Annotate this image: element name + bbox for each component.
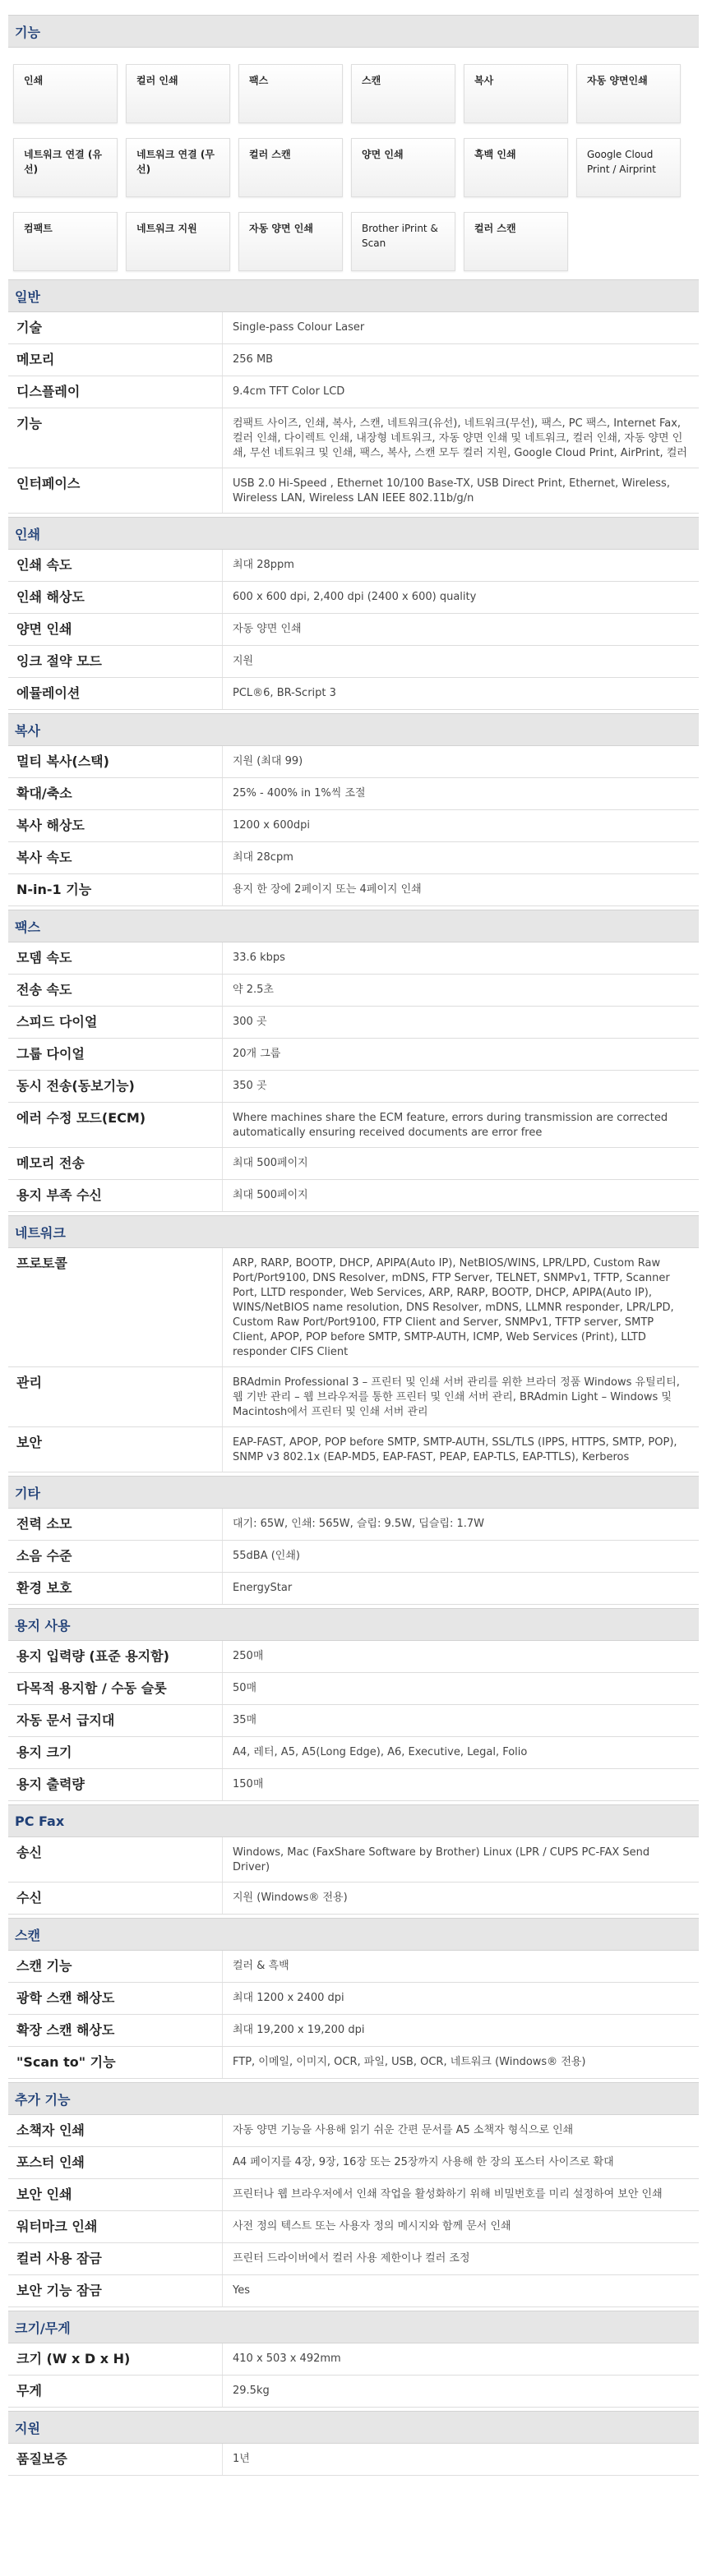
spec-label: 보안 [8,1427,223,1472]
section-header [8,1608,699,1641]
spec-value: 600 x 600 dpi, 2,400 dpi (2400 x 600) quality [223,582,700,614]
spec-value: 최대 28cpm [223,842,700,874]
spec-row [8,2275,699,2307]
section-header [8,1476,699,1509]
spec-row [8,1180,699,1212]
section-title: 인쇄 [15,526,40,542]
spec-row [8,614,699,646]
spec-label: 용지 부족 수신 [8,1180,223,1212]
spec-label: 용지 입력량 (표준 용지함) [8,1641,223,1673]
section-title: 팩스 [15,919,40,935]
spec-row [8,975,699,1007]
spec-value: 자동 양면 기능을 사용해 읽기 쉬운 간편 문서를 A5 소책자 형식으로 인쇄 [223,2115,700,2147]
spec-row [8,1837,699,1882]
section-header [8,713,699,746]
spec-label: 전송 속도 [8,975,223,1007]
spec-value: ARP, RARP, BOOTP, DHCP, APIPA(Auto IP), NetBIOS/WINS, LPR/LPD, Custom Raw Port/Port9100, DNS Resolver, mDNS, FTP Server, TELNET, SNMPv1, TFTP, Scanner Port, LLTD responder, Web Services, ARP, RARP, BOOTP, DHCP, APIPA(Auto IP), WINS/NetBIOS name resolution, DNS Resolver, mDNS, LLMNR responder, LPR/LPD, Custom Raw Port/Port9100, FTP Client and Server, SNMPv1, TFTP server, SMTP Client, APOP, POP before SMTP, SMTP-AUTH, ICMP, Web Services (Print), LLTD responder CIFS Client [223,1248,700,1367]
section-header [8,2311,699,2343]
spec-value: 대기: 65W, 인쇄: 565W, 슬립: 9.5W, 딥슬립: 1.7W [223,1509,700,1541]
spec-value: PCL®6, BR-Script 3 [223,678,700,710]
section-header [8,1918,699,1951]
spec-row [8,1673,699,1705]
spec-value: 50매 [223,1673,700,1705]
spec-value: 사전 정의 텍스트 또는 사용자 정의 메시지와 함께 문서 인쇄 [223,2211,700,2243]
spec-row [8,874,699,906]
spec-row [8,1103,699,1148]
section-header [8,279,699,312]
spec-value: 55dBA (인쇄) [223,1541,700,1573]
spec-row [8,810,699,842]
spec-label: "Scan to" 기능 [8,2047,223,2079]
spec-label: 동시 전송(동보기능) [8,1071,223,1103]
spec-label: 인쇄 속도 [8,550,223,582]
section-title: 기능 [15,24,40,40]
spec-table [8,746,699,906]
section-title: 추가 기능 [15,2091,71,2108]
spec-label: 복사 해상도 [8,810,223,842]
spec-row [8,646,699,678]
spec-row [8,1148,699,1180]
spec-value: 35매 [223,1705,700,1737]
spec-label: 프로토콜 [8,1248,223,1367]
spec-value: 9.4cm TFT Color LCD [223,376,700,408]
spec-value: 150매 [223,1769,700,1801]
section-title: 스캔 [15,1927,40,1943]
section-header [8,910,699,942]
spec-row [8,1007,699,1039]
spec-value: 20개 그룹 [223,1039,700,1071]
section-title: 지원 [15,2420,40,2436]
spec-row [8,942,699,975]
spec-table [8,1951,699,2079]
feature-tile: Brother iPrint & Scan [351,212,455,271]
spec-label: 그룹 다이얼 [8,1039,223,1071]
spec-row [8,1951,699,1983]
section-title: 복사 [15,722,40,739]
spec-row [8,468,699,514]
spec-row [8,376,699,408]
spec-row [8,1705,699,1737]
spec-row [8,2444,699,2476]
spec-value: BRAdmin Professional 3 – 프린터 및 인쇄 서버 관리를 위한 브라더 정품 Windows 유틸리티, 웹 기반 관리 – 웹 브라우저를 통한 프린터 및 인쇄 서버 관리, BRAdmin Light – Windows 및 Macintosh에서 프린터 및 인쇄 서버 관리 [223,1367,700,1427]
spec-label: 확대/축소 [8,778,223,810]
spec-label: 복사 속도 [8,842,223,874]
spec-row [8,550,699,582]
spec-value: 최대 500페이지 [223,1148,700,1180]
spec-value: 프린터 드라이버에서 컬러 사용 제한이나 컬러 조정 [223,2243,700,2275]
feature-tile: 컬러 스캔 [238,138,343,197]
feature-tile: 네트워크 지원 [126,212,230,271]
spec-label: 소책자 인쇄 [8,2115,223,2147]
section-header [8,2082,699,2115]
spec-table [8,2444,699,2476]
spec-table [8,942,699,1212]
feature-tile: 컬러 스캔 [464,212,568,271]
spec-table [8,1248,699,1472]
spec-table [8,2115,699,2307]
spec-label: 워터마크 인쇄 [8,2211,223,2243]
spec-row [8,1248,699,1367]
spec-row [8,582,699,614]
spec-label: 전력 소모 [8,1509,223,1541]
spec-value: 용지 한 장에 2페이지 또는 4페이지 인쇄 [223,874,700,906]
spec-label: 자동 문서 급지대 [8,1705,223,1737]
spec-label: 크기 (W x D x H) [8,2343,223,2376]
spec-table [8,1837,699,1915]
spec-value: A4 페이지를 4장, 9장, 16장 또는 25장까지 사용해 한 장의 포스터 사이즈로 확대 [223,2147,700,2179]
feature-tile: 복사 [464,64,568,123]
feature-tile: 컴팩트 [13,212,118,271]
spec-row [8,2211,699,2243]
feature-tile: 흑백 인쇄 [464,138,568,197]
spec-row [8,2343,699,2376]
spec-label: 수신 [8,1882,223,1915]
spec-row [8,2015,699,2047]
spec-value: EAP-FAST, APOP, POP before SMTP, SMTP-AUTH, SSL/TLS (IPPS, HTTPS, SMTP, POP), SNMP v3 802.1x (EAP-MD5, EAP-FAST, PEAP, EAP-TLS, EAP-TTLS), Kerberos [223,1427,700,1472]
spec-table [8,1509,699,1605]
spec-row [8,1641,699,1673]
spec-value: 자동 양면 인쇄 [223,614,700,646]
spec-row [8,344,699,376]
section-title: PC Fax [15,1813,65,1829]
spec-label: 용지 출력량 [8,1769,223,1801]
spec-label: 무게 [8,2376,223,2408]
spec-row [8,1509,699,1541]
spec-table [8,2343,699,2408]
spec-value: 350 곳 [223,1071,700,1103]
spec-row [8,2179,699,2211]
spec-label: 인터페이스 [8,468,223,514]
spec-label: 환경 보호 [8,1573,223,1605]
feature-tile: 자동 양면 인쇄 [238,212,343,271]
section-spacer [8,2476,699,2479]
spec-row [8,1367,699,1427]
section-header [8,517,699,550]
feature-tile: 네트워크 연결 (유선) [13,138,118,197]
spec-value: FTP, 이메일, 이미지, OCR, 파일, USB, OCR, 네트워크 (Windows® 전용) [223,2047,700,2079]
spec-row [8,2243,699,2275]
spec-label: 메모리 [8,344,223,376]
spec-value: 최대 1200 x 2400 dpi [223,1983,700,2015]
spec-label: 컬러 사용 잠금 [8,2243,223,2275]
spec-value: 최대 28ppm [223,550,700,582]
spec-row [8,746,699,778]
section-header [8,2411,699,2444]
spec-row [8,842,699,874]
spec-label: 메모리 전송 [8,1148,223,1180]
feature-tile: 인쇄 [13,64,118,123]
spec-label: 송신 [8,1837,223,1882]
spec-row [8,2047,699,2079]
feature-tile: 팩스 [238,64,343,123]
spec-value: 지원 [223,646,700,678]
spec-label: 다목적 용지함 / 수동 슬롯 [8,1673,223,1705]
spec-row [8,1983,699,2015]
spec-row [8,2147,699,2179]
spec-label: 소음 수준 [8,1541,223,1573]
spec-value: 지원 (Windows® 전용) [223,1882,700,1915]
feature-tile: 양면 인쇄 [351,138,455,197]
spec-value: Yes [223,2275,700,2307]
spec-value: 1200 x 600dpi [223,810,700,842]
spec-row [8,678,699,710]
spec-label: 용지 크기 [8,1737,223,1769]
spec-value: 지원 (최대 99) [223,746,700,778]
spec-row [8,408,699,468]
spec-row [8,312,699,344]
spec-value: Single-pass Colour Laser [223,312,700,344]
spec-value: 프린터나 웹 브라우저에서 인쇄 작업을 활성화하기 위해 비밀번호를 미리 설정하여 보안 인쇄 [223,2179,700,2211]
spec-table [8,1641,699,1801]
spec-value: 410 x 503 x 492mm [223,2343,700,2376]
spec-value: 33.6 kbps [223,942,700,975]
spec-label: 모뎀 속도 [8,942,223,975]
section-title: 일반 [15,288,40,305]
spec-label: 에뮬레이션 [8,678,223,710]
spec-value: 256 MB [223,344,700,376]
spec-sections [8,279,699,2479]
spec-row [8,2115,699,2147]
spec-value: 25% - 400% in 1%씩 조절 [223,778,700,810]
spec-label: 기능 [8,408,223,468]
spec-row [8,1541,699,1573]
spec-value: Where machines share the ECM feature, errors during transmission are corrected automatically ensuring received documents are error free [223,1103,700,1148]
spec-value: 최대 500페이지 [223,1180,700,1212]
spec-row [8,1427,699,1472]
spec-label: 스피드 다이얼 [8,1007,223,1039]
spec-value: 최대 19,200 x 19,200 dpi [223,2015,700,2047]
spec-label: 스캔 기능 [8,1951,223,1983]
spec-page [8,0,699,2479]
spec-row [8,778,699,810]
section-title: 기타 [15,1485,40,1501]
spec-label: 광학 스캔 해상도 [8,1983,223,2015]
spec-value: USB 2.0 Hi-Speed , Ethernet 10/100 Base-TX, USB Direct Print, Ethernet, Wireless, Wireless LAN, Wireless LAN IEEE 802.11b/g/n [223,468,700,514]
spec-row [8,1071,699,1103]
spec-row [8,1039,699,1071]
spec-label: 보안 기능 잠금 [8,2275,223,2307]
spec-value: EnergyStar [223,1573,700,1605]
spec-table [8,312,699,514]
spec-row [8,1882,699,1915]
spec-label: 잉크 절약 모드 [8,646,223,678]
spec-label: 확장 스캔 해상도 [8,2015,223,2047]
spec-value: 300 곳 [223,1007,700,1039]
spec-value: 1년 [223,2444,700,2476]
spec-label: 멀티 복사(스택) [8,746,223,778]
spec-row [8,2376,699,2408]
spec-value: 약 2.5초 [223,975,700,1007]
section-header [8,1804,699,1837]
feature-tile: 컬러 인쇄 [126,64,230,123]
spec-label: 품질보증 [8,2444,223,2476]
spec-label: 관리 [8,1367,223,1427]
spec-table [8,550,699,710]
spec-value: 컴팩트 사이즈, 인쇄, 복사, 스캔, 네트워크(유선), 네트워크(무선), 팩스, PC 팩스, Internet Fax, 컬러 인쇄, 다이렉트 인쇄, 내장형 네트워크, 자동 양면 인쇄 및 네트워크, 컬러 인쇄, 자동 양면 인쇄, 무선 네트워크 및 인쇄, 팩스, 복사, 스캔 모두 컬러 지원, Google Cloud Print, AirPrint, 컬러 [223,408,700,468]
feature-grid [8,48,699,279]
section-header-features [8,15,699,48]
spec-label: 에러 수정 모드(ECM) [8,1103,223,1148]
section-title: 크기/무게 [15,2320,71,2336]
feature-tile: Google Cloud Print / Airprint [576,138,681,197]
spec-label: 양면 인쇄 [8,614,223,646]
spec-label: 디스플레이 [8,376,223,408]
feature-tile: 네트워크 연결 (무선) [126,138,230,197]
spec-row [8,1769,699,1801]
section-title: 네트워크 [15,1224,66,1241]
section-title: 용지 사용 [15,1617,71,1634]
spec-label: 기술 [8,312,223,344]
section-header [8,1215,699,1248]
feature-tile: 스캔 [351,64,455,123]
feature-tile: 자동 양면인쇄 [576,64,681,123]
spec-value: 컬러 & 흑백 [223,1951,700,1983]
spec-row [8,1737,699,1769]
spec-row [8,1573,699,1605]
spec-label: N-in-1 기능 [8,874,223,906]
spec-label: 인쇄 해상도 [8,582,223,614]
spec-value: 250매 [223,1641,700,1673]
spec-label: 보안 인쇄 [8,2179,223,2211]
spec-value: A4, 레터, A5, A5(Long Edge), A6, Executive, Legal, Folio [223,1737,700,1769]
spec-value: 29.5kg [223,2376,700,2408]
spec-label: 포스터 인쇄 [8,2147,223,2179]
spec-value: Windows, Mac (FaxShare Software by Brother) Linux (LPR / CUPS PC-FAX Send Driver) [223,1837,700,1882]
